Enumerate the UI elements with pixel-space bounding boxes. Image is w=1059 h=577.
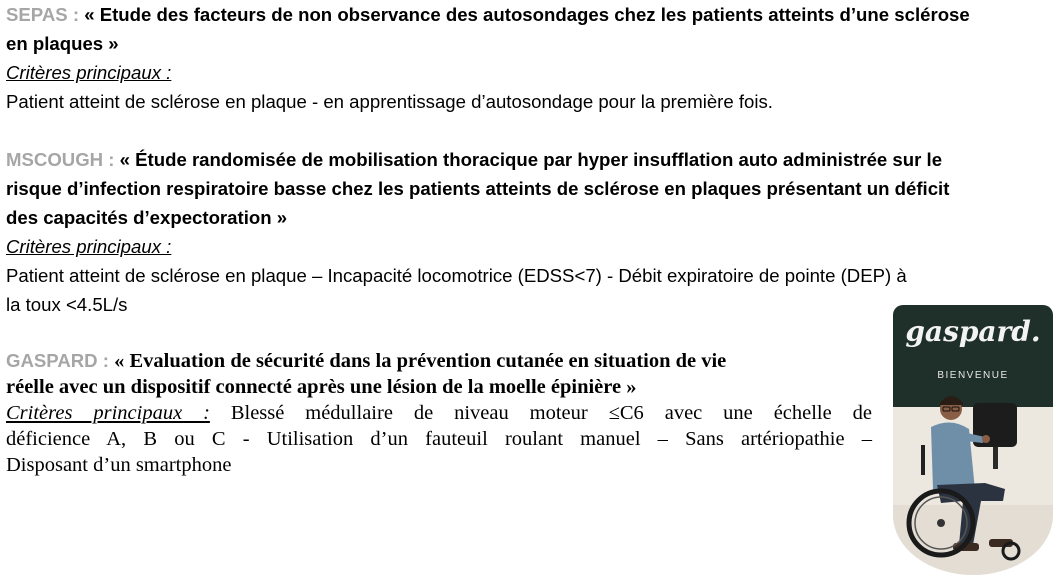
study-title-line: « Etude des facteurs de non observance des autosondages chez les patients atteints d’une sclérose bbox=[84, 4, 970, 25]
criteria-text: la toux <4.5L/s bbox=[6, 294, 128, 315]
wheel-hub bbox=[937, 519, 945, 527]
device-pole bbox=[993, 447, 998, 469]
study-label: MSCOUGH : bbox=[6, 149, 120, 170]
study-title-line: réelle avec un dispositif connecté après une lésion de la moelle épinière » bbox=[6, 376, 637, 398]
criteria-text: Patient atteint de sclérose en plaque - en apprentissage d’autosondage pour la première fois. bbox=[6, 91, 773, 112]
study-gaspard bbox=[6, 348, 872, 478]
person-shirt bbox=[931, 422, 975, 490]
criteria-first-line bbox=[6, 400, 872, 426]
study-mscough bbox=[6, 145, 1052, 319]
study-title-line: risque d’infection respiratoire basse chez les patients atteints de sclérose en plaques présentant un déficit bbox=[6, 178, 950, 199]
welcome-text: BIENVENUE bbox=[937, 370, 1009, 381]
study-title-line: « Evaluation de sécurité dans la prévention cutanée en situation de vie bbox=[114, 350, 727, 372]
criteria-label: Critères principaux : bbox=[6, 402, 210, 424]
criteria-label: Critères principaux : bbox=[6, 62, 172, 83]
criteria-text: Disposant d’un smartphone bbox=[6, 454, 232, 476]
criteria-text: Patient atteint de sclérose en plaque – Incapacité locomotrice (EDSS<7) - Débit expiratoire de pointe (DEP) à bbox=[6, 265, 907, 286]
study-title-line: en plaques » bbox=[6, 33, 119, 54]
gaspard-photo bbox=[893, 305, 1053, 575]
study-sepas bbox=[6, 0, 1052, 116]
study-title-line: des capacités d’expectoration » bbox=[6, 207, 288, 228]
criteria-text: déficience A, B ou C - Utilisation d’un fauteuil roulant manuel – Sans artériopathie – bbox=[6, 428, 872, 450]
study-label: SEPAS : bbox=[6, 4, 85, 25]
person-hand bbox=[982, 435, 990, 443]
photo-illustration bbox=[893, 305, 1053, 575]
logo-text: gaspard. bbox=[905, 315, 1041, 348]
study-title-line: « Étude randomisée de mobilisation thoracique par hyper insufflation auto administrée sur le bbox=[119, 149, 943, 170]
study-label: GASPARD : bbox=[6, 350, 115, 371]
criteria-label: Critères principaux : bbox=[6, 236, 172, 257]
criteria-text: Blessé médullaire de niveau moteur ≤C6 avec une échelle de bbox=[209, 402, 872, 424]
